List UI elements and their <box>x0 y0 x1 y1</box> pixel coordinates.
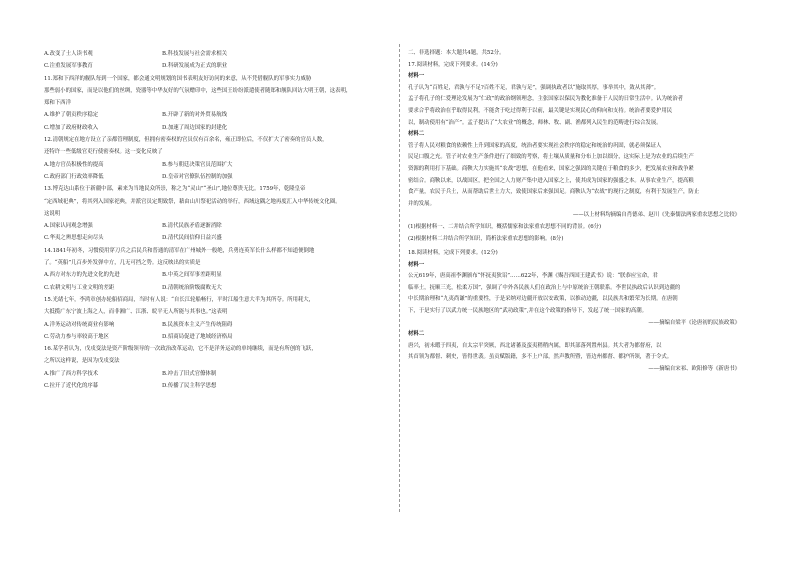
q10-option-c: C.注重发展军事教育 <box>44 63 93 70</box>
q14-option-c: C.农耕文明与工业文明的差距 <box>44 284 115 291</box>
q15-option-b: B.民族资本主义产生传统阻碍 <box>162 321 233 328</box>
q13-option-row-1 <box>44 220 396 232</box>
column-divider <box>399 44 400 512</box>
q15-stem-line: 大抵揽广东宁波上海之人，而非湘广、江浙、皖平无人所能与其事也。”这表明 <box>44 309 228 316</box>
right-column <box>408 48 750 376</box>
q16-stem-line: 之所以这样说，是因为戊戌变法 <box>44 358 120 365</box>
q13-stem-line: 这说明 <box>44 210 61 217</box>
q17-heading: 17.阅读材料，完成下列要求。(14分) <box>408 61 498 68</box>
q14-stem-line: 14.1841年初冬，习惯使用穿刀兵之后民兵和普通的清军在广州城外一般绝，兵勇连英军长什么样都不知道便倒地 <box>44 247 315 254</box>
q13-stem-line: “定西域祀典”，将其列入国家祀典，并派官员定期致祭，藉由山川祭祀活动的举行，西域这隅之地再度汇入中华传统文化圈。 <box>44 198 341 205</box>
q16-option-b: B.冲击了旧式官僚体制 <box>162 370 217 377</box>
q10-option-a: A.改变了士人读书观 <box>44 51 93 57</box>
q15-option-d: D.招商局促进了地域经济格局 <box>162 333 233 340</box>
section-heading: 二、非选择题：本大题共4题，共52分。 <box>408 50 505 56</box>
q17-material-1-line: 要求合乎将政治在乎取得民利，不能贪于吃过得利于以前，最关键是实现民心的仰向和支持。统治者要爱护用民 <box>408 107 673 114</box>
q12-stem-line: 12.清朝规定在地方设立了亲都管理制度，但拥有密奏权的官员仅有百余名，雍正即位后，不仅扩大了密奏的官员人数， <box>44 137 328 144</box>
q18-heading: 18.阅读材料，完成下列要求。(12分) <box>408 250 498 257</box>
q13-option-d: D.清代民间信仰日益兴盛 <box>162 235 222 242</box>
q10-option-row-2 <box>44 60 396 72</box>
q13-option-a: A.国家认同观念增强 <box>44 223 93 230</box>
q12-option-row-2 <box>44 171 396 183</box>
q12-option-b: B.参与朝廷决策官员范围扩大 <box>162 161 233 168</box>
q18-material-1-line: 公元619年，唐高祖李渊颁布“怀抚夷狄诏”……622年，李渊《赐吾西国王建武书》说：“朕恭应宝命，君 <box>408 273 658 280</box>
q13-option-row-2 <box>44 232 396 244</box>
q17-source-citation: ——以上材料均摘编自肖德弟、赵川《先秦儒法两家重农思想之比较》 <box>572 212 740 219</box>
q16-option-d: D.传播了民主科学思想 <box>162 383 217 390</box>
q17-material-2-line: 食产量，农民于兵土，从而帮助后世土力大，致使国家后来强国足。商鞅认为“农战”的现行之制度，有利于发展生产，防止 <box>408 189 700 196</box>
q17-material-1-line: 孔子认为“百姓足，君孰与不足?百姓不足，君孰与足”，强调执政者以“施取其厚，事举其中，敛从其薄”。 <box>408 84 660 91</box>
q17-material-1-label: 材料一 <box>408 73 425 80</box>
q18-source-citation-2: ——摘编自宋祁、欧阳修等《新唐书》 <box>648 366 740 373</box>
q17-material-1-line: 孟子将孔子的仁爱理论发展为“仁政”的政治纲领理念，主张国家以保民为教化准备于人民的日常生活中。认为统治者 <box>408 96 684 103</box>
q12-option-row-1 <box>44 159 396 171</box>
q17-material-2-label: 材料二 <box>408 131 425 138</box>
q12-option-d: D.皇帝对官僚队伍控制的加强 <box>162 173 233 180</box>
q17-material-2-line: 密结合。商鞅以来，以战国区，把全国之人力财产集中进入国家之上，使其成为国家的强盛之本。从事农业生产，提高粮 <box>408 177 694 184</box>
q11-option-b: B.开辟了新的对外贸易航线 <box>162 112 227 119</box>
q18-material-2-line: 其首领为都督、刺史，皆得世袭。虽贡赋版籍，多不上户部，然声教所暨，皆边州都督、都护所领，著于令式。 <box>408 354 673 361</box>
q13-stem-line: 13.博克达山系位于新疆中部，素来为当地民众所崇，称之为“灵山”“圣山”,地位尊贵无比。1759年，乾隆皇帝 <box>44 186 306 193</box>
q11-option-row-1 <box>44 109 396 121</box>
q17-requirement-2: (2)根据材料二并结合所学知识，简析法家重农思想的影响。(8分) <box>408 235 564 242</box>
q14-option-b: B.中英之间军事差距明显 <box>162 272 222 279</box>
left-column <box>44 48 396 392</box>
q11-stem-line: 11.郑和下西洋的舰队每到一个国家，都会通文明规划的国书表明友好访问的来意，从不凭借舰队的军事实力威胁 <box>44 75 312 82</box>
q18-material-2-label: 材料二 <box>408 331 425 338</box>
q11-option-d: D.加速了周边国家的封建化 <box>162 124 228 131</box>
q15-option-row-2 <box>44 331 396 343</box>
q11-option-c: C.增加了政府财政收入 <box>44 124 99 131</box>
q18-material-2-line: 唐兴，初未暇于四夷，自太宗平突厥，西北诸蕃及蛮夷稍稍内属，即其部落列置州县。其大者为都督府，以 <box>408 342 662 349</box>
q16-option-row-2 <box>44 380 396 392</box>
q15-option-row-1 <box>44 319 396 331</box>
q11-option-row-2 <box>44 122 396 134</box>
q10-option-b: B.科技发展与社会需求相关 <box>162 51 227 57</box>
q18-source-citation-1: ——摘编自梁平《论唐初的民族政策》 <box>648 319 740 326</box>
q18-material-1-line: 下，于是实行了以武力统一民族地区的“武功政策”,并在这个政策的指导下，发起了统一国家的高潮。 <box>408 308 648 315</box>
q12-option-c: C.政府部门行政效率降低 <box>44 173 104 180</box>
q16-stem-line: 16.某学者认为，戊戌变法是资产阶级领导的一次政治改革运动，它不是洋务运动的单纯继续，而是有所创的飞跃， <box>44 346 317 353</box>
q17-material-2-line: 管子将人民对粮食的依赖性上升到国家的高度，统治者要实现社会秩序的稳定和统治的巩固，就必须保证人 <box>408 142 662 149</box>
q10-option-d: D.科研发展成为正式的职业 <box>162 63 228 70</box>
q17-requirement-1: (1)根据材料一、二并结合所学知识，概括儒家和法家重农思想不同的背景。(6分) <box>408 223 602 230</box>
q15-option-a: A.洋务运动对传统商业有影响 <box>44 321 115 328</box>
q17-material-2-line: 民足口腹之充。管子对农业生产条件进行了细致的考察，将土壤从质量和分布上加以细分，这实际上是为农业的后续生产 <box>408 154 694 161</box>
q15-option-c: C.劳动力参与率较高于地区 <box>44 333 109 340</box>
q18-material-1-line: 临率土，抚顺三光，松柔万国”，强调了中外各民族人们在政治上与中原统治王朝联系。李世民执政后认识到边疆的 <box>408 284 681 291</box>
q16-option-a: A.推广了西方科学技术 <box>44 370 99 377</box>
q11-stem-line: 郑和下西洋 <box>44 100 71 107</box>
q17-material-1-line: 以，制动使用有“治产”。孟子提出了“大农业”的概念，师林、牧、副、渔都列入民生的范畴进行综合发展。 <box>408 119 662 126</box>
q15-stem-line: 15.光绪七年，李鸿章创办轮船招商局，当时有人说：“自长江轮船畅行，平时江船生意大半为其所夺。所用耗大， <box>44 296 315 303</box>
q14-option-row-2 <box>44 282 396 294</box>
q14-option-a: A.西方对东方的先进文化的先进 <box>44 272 120 279</box>
q11-stem-line: 那些弱小的国家，而是以他们的丝绸，瓷器等中华友好的气氛赠印中，这些国王纷纷派遣使者随郑和舰队回访大明王朝，这表明， <box>44 87 352 94</box>
q14-option-row-1 <box>44 269 396 281</box>
q17-material-2-line: 并的发展。 <box>408 200 435 207</box>
q18-material-1-line: 中长期治理和“九夷尚谦”的重要性，于是采纳对边疆开放以安政策，以推动边疆，以民族共和繁荣为长期。在唐朝 <box>408 296 678 303</box>
q17-material-2-line: 资源的利用打下基础。商鞅大力实施其“农战”思想，在他看来，国家之强固的关键在于粮食的多少，把发展农业和战争紧 <box>408 165 694 172</box>
q13-option-c: C.华夷之辨思想走向尽头 <box>44 235 104 242</box>
q14-stem-line: 了。“英船”几百步外发弹中方，几无可挡之势。这反映出的实质是 <box>44 260 201 267</box>
q18-material-1-label: 材料一 <box>408 261 425 268</box>
q10-option-row-1 <box>44 48 396 60</box>
q14-option-d: D.清朝统治阶级腐败无大 <box>162 284 222 291</box>
q16-option-c: C.拉开了近代化的序幕 <box>44 383 99 390</box>
q13-option-b: B.清代民族矛盾逐渐消除 <box>162 223 222 230</box>
q12-stem-line: 还特许一些低级官吏行使密奏权。这一变化反映了 <box>44 149 163 156</box>
q16-option-row-1 <box>44 368 396 380</box>
q11-option-a: A.维护了朝贡秩序稳定 <box>44 112 99 119</box>
q12-option-a: A.地方官员积极性的提高 <box>44 161 104 168</box>
